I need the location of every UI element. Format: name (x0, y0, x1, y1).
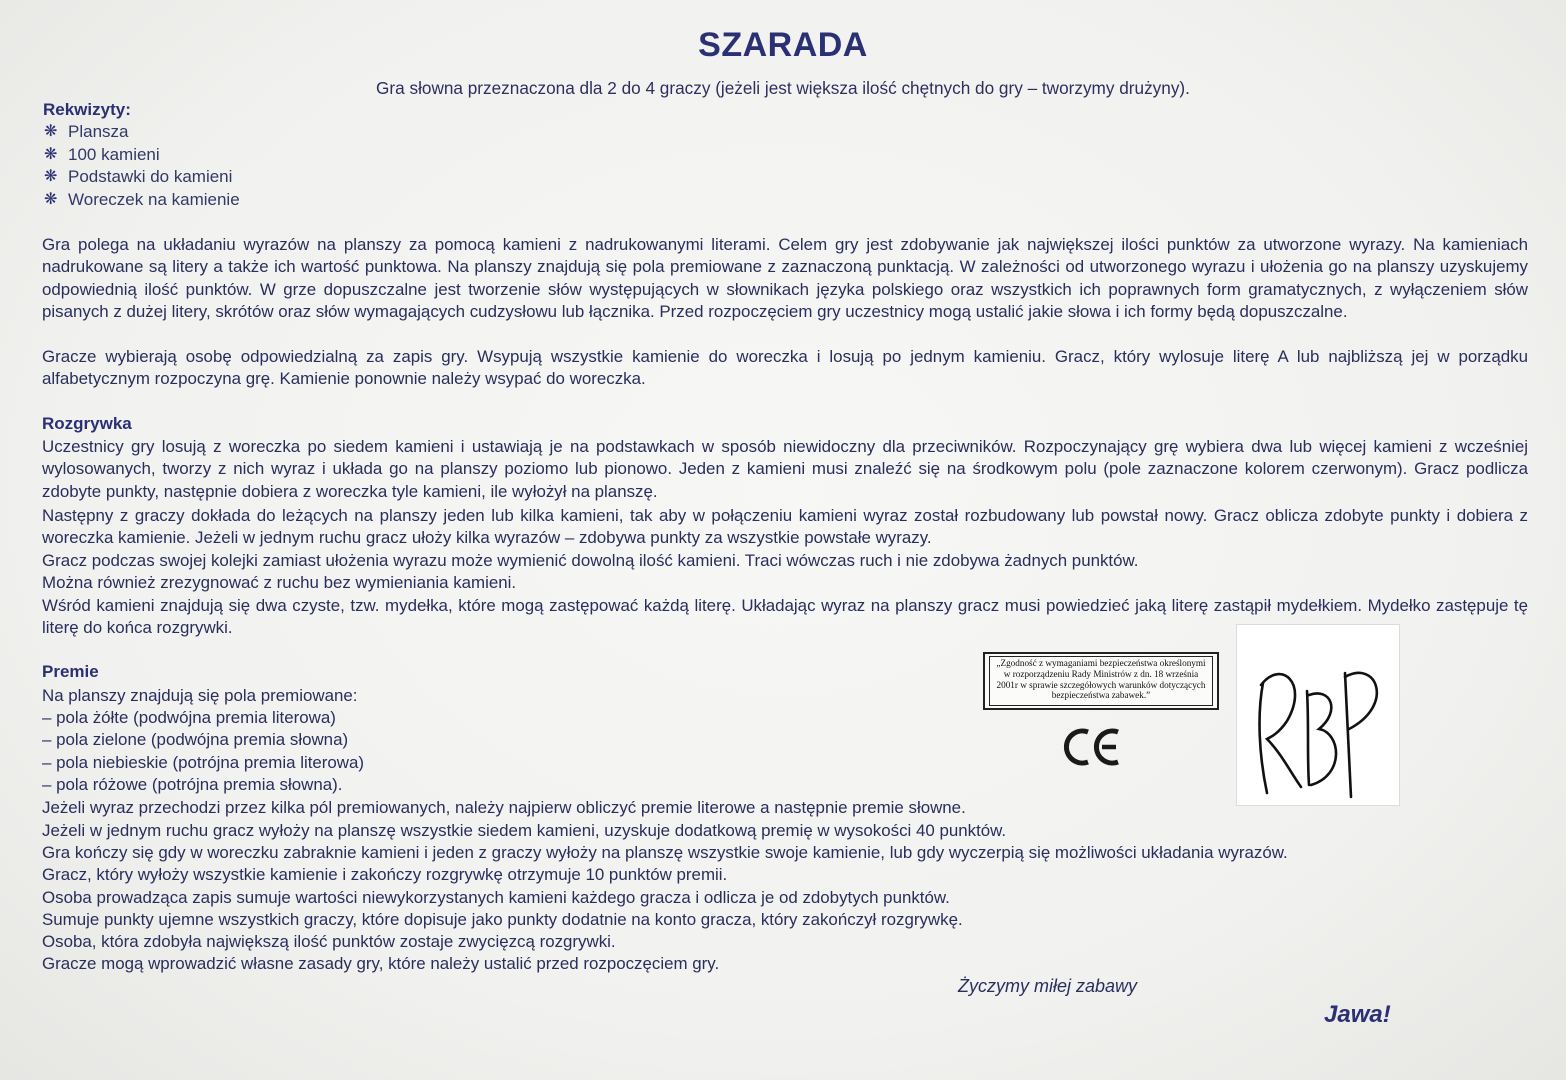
bonus-rule: Osoba prowadząca zapis sumuje wartości niewykorzystanych kamieni każdego gracza i odlicza je od zdobytych punktów. (42, 888, 950, 907)
ce-mark-icon (1060, 726, 1124, 768)
bonuses-list (42, 707, 364, 796)
subtitle: Gra słowna przeznaczona dla 2 do 4 graczy (jeżeli jest większa ilość chętnych do gry – tworzymy drużyny). (376, 78, 1190, 98)
snowflake-star-icon: ❋ (44, 168, 58, 185)
handwritten-signature (1237, 625, 1399, 805)
list-item: – pola żółte (podwójna premia literowa) (42, 708, 336, 727)
gameplay-paragraph-2: Następny z graczy dokłada do leżących na planszy jeden lub kilka kamieni, tak aby w połączeniu kamieni wyraz został rozbudowany lub powstał nowy. Gracz oblicza zdobyte punkty i dobiera z woreczka kamienie. Jeżeli w jednym ruchu gracz ułoży kilka wyrazów – zdobywa punkty za wszystkie powstałe wyrazy. (42, 506, 1528, 548)
gameplay-paragraph-3: Gracz podczas swojej kolejki zamiast ułożenia wyrazu może wymienić dowolną ilość kamieni. Traci wówczas ruch i nie zdobywa żadnych punktów. (42, 551, 1139, 570)
closing-wish: Życzymy miłej zabawy (958, 976, 1138, 996)
list-item: ❋ Podstawki do kamieni (44, 166, 240, 189)
list-item: ❋ Plansza (44, 121, 240, 144)
snowflake-star-icon: ❋ (44, 145, 58, 163)
bonus-rule: Gracze mogą wprowadzić własne zasady gry, które należy ustalić przed rozpoczęciem gry. (42, 954, 720, 973)
gameplay-paragraph-4: Można również zrezygnować z ruchu bez wymieniania kamieni. (42, 573, 517, 592)
safety-notice: „Zgodność z wymaganiami bezpieczeństwa określonymi w rozporządzeniu Rady Ministrów z dn. 18 września 2001r w sprawie szczegółowych warunków dotyczących bezpieczeństwa zabawek.” (983, 652, 1219, 710)
snowflake-star-icon: ❋ (44, 190, 58, 208)
signature-sticker (1236, 624, 1400, 806)
bonus-rule: Jeżeli wyraz przechodzi przez kilka pól premiowanych, należy najpierw obliczyć premie literowe a następnie premie słowne. (42, 798, 966, 817)
page-title: SZARADA (698, 26, 868, 64)
list-item: ❋ 100 kamieni (44, 144, 240, 167)
bonus-rule: Gra kończy się gdy w woreczku zabraknie kamieni i jeden z graczy wyłoży na planszę wszystkie swoje kamienie, lub gdy wyczerpią się możliwości układania wyrazów. (42, 843, 1288, 862)
requisites-heading: Rekwizyty: (43, 100, 131, 119)
bonuses-heading: Premie (42, 662, 99, 681)
list-item: ❋ Woreczek na kamienie (44, 189, 240, 212)
bonus-rule: Osoba, która zdobyła największą ilość punktów zostaje zwycięzcą rozgrywki. (42, 932, 616, 951)
bonuses-intro: Na planszy znajdują się pola premiowane: (42, 686, 358, 705)
bonus-rule: Jeżeli w jednym ruchu gracz wyłoży na planszę wszystkie siedem kamieni, uzyskuje dodatkową premię w wysokości 40 punktów. (42, 821, 1007, 840)
intro-paragraph-1: Gra polega na układaniu wyrazów na planszy za pomocą kamieni z nadrukowanymi literami. Celem gry jest zdobywanie jak największej ilości punktów za utworzone wyrazy. Na kamieniach nadrukowane są litery a także ich wartość punktowa. Na planszy znajdują się pola premiowane z zaznaczoną punktacją. W zależności od utworzonego wyrazu i ułożenia go na planszy uzyskujemy odpowiednią ilość punktów. W grze dopuszczalne jest tworzenie słów występujących w słownikach języka polskiego oraz wszystkich ich poprawnych form gramatycznych, z wyłączeniem słów pisanych z dużej litery, skrótów oraz słów wymagających cudzysłowu lub łącznika. Przed rozpoczęciem gry uczestnicy mogą ustalić jakie słowa i ich formy będą dopuszczalne. (42, 235, 1528, 321)
snowflake-star-icon: ❋ (44, 123, 58, 140)
bonus-rule: Gracz, który wyłoży wszystkie kamienie i zakończy rozgrywkę otrzymuje 10 punktów premii. (42, 865, 728, 884)
gameplay-paragraph-1: Uczestnicy gry losują z woreczka po siedem kamieni i ustawiają je na podstawkach w sposób niewidoczny dla przeciwników. Rozpoczynający grę wybiera dwa lub więcej kamieni z wcześniej wylosowanych, tworzy z nich wyraz i układa go na planszy poziomo lub pionowo. Jeden z kamieni musi znaleźć się na środkowym polu (pole zaznaczone kolorem czerwonym). Gracz podlicza zdobyte punkty, następnie dobiera z woreczka tyle kamieni, ile wyłożył na planszę. (42, 437, 1528, 501)
gameplay-heading: Rozgrywka (42, 414, 132, 433)
list-item: – pola niebieskie (potrójna premia literowa) (42, 752, 365, 772)
gameplay-paragraph-5: Wśród kamieni znajdują się dwa czyste, tzw. mydełka, które mogą zastępować każdą literę. Układając wyraz na planszy gracz musi powiedzieć jaką literę zastąpił mydełkiem. Mydełko zastępuje tę literę do końca rozgrywki. (42, 596, 1528, 638)
list-item: – pola różowe (potrójna premia słowna). (42, 774, 343, 794)
intro-paragraph-2: Gracze wybierają osobę odpowiedzialną za zapis gry. Wsypują wszystkie kamienie do woreczka i losują po jednym kamieniu. Gracz, który wylosuje literę A lub najbliższą jej w porządku alfabetycznym rozpoczyna grę. Kamienie ponownie należy wsypać do woreczka. (42, 347, 1528, 389)
brand-logo: Jawa! (1324, 1001, 1391, 1028)
list-item: – pola zielone (podwójna premia słowna) (42, 730, 349, 750)
requisites-list (44, 121, 240, 211)
bonus-rule: Sumuje punkty ujemne wszystkich graczy, które dopisuje jako punkty dodatnie na konto gracza, który zakończył rozgrywkę. (42, 910, 963, 929)
